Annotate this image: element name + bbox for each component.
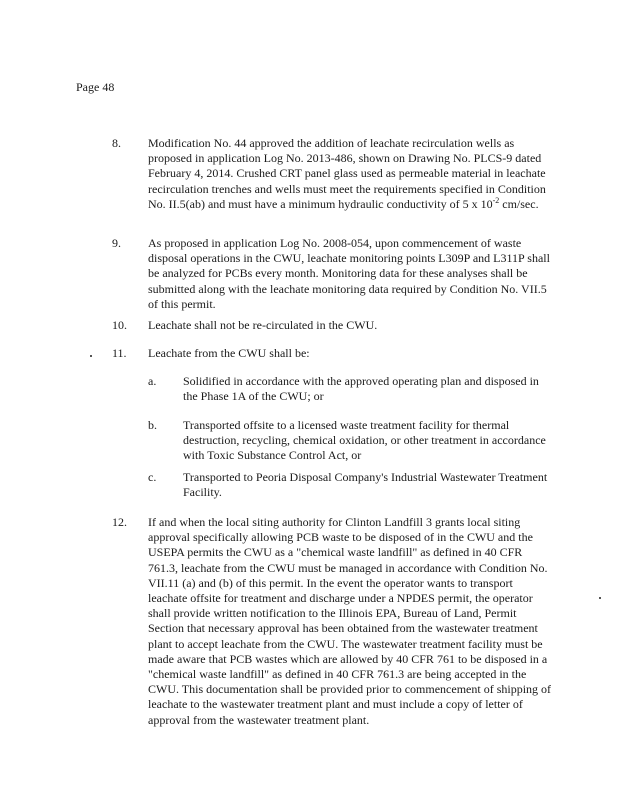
subitem-letter: c. [148,470,157,484]
subitem-c [148,470,548,500]
item-text: If and when the local siting authority for Clinton Landfill 3 grants local siting approval specifically allowing PCB waste to be disposed of in the CWU and the USEPA permits the CWU as a "chemical waste landfill" as defined in 40 CFR 761.3, leachate from the CWU must be managed in accordance with Condition No. VII.11 (a) and (b) of this permit. In the event the operator wants to transport leachate offsite for treatment and discharge under a NPDES permit, the operator shall provide written notification to the Illinois EPA, Bureau of Land, Permit Section that necessary approval has been obtained from the wastewater treatment plant to accept leachate from the CWU. The wastewater treatment facility must be made aware that PCB wastes which are allowed by 40 CFR 761 to be disposed in a "chemical waste landfill" as defined in 40 CFR 761.3 are being accepted in the CWU. This documentation shall be provided prior to commencement of shipping of leachate to the wastewater treatment plant and must include a copy of letter of approval from the wastewater treatment plant. [148,515,552,727]
item-number: 8. [112,136,121,150]
item-text: As proposed in application Log No. 2008-054, upon commencement of waste disposal operations in the CWU, leachate monitoring points L309P and L311P shall be analyzed for PCBs every month. Monitoring data for these analyses shall be submitted along with the leachate monitoring data required by Condition No. VII.5 of this permit. [148,236,550,311]
subitem-letter: b. [148,418,157,432]
condition-item-10 [112,318,552,333]
condition-item-9 [112,236,552,312]
subitem-text: Transported offsite to a licensed waste treatment facility for thermal destruction, recycling, chemical oxidation, or other treatment in accordance with Toxic Substance Control Act, or [183,418,546,463]
item-text: Leachate from the CWU shall be: [148,346,310,360]
condition-item-11 [112,346,552,361]
subitem-a [148,374,548,404]
item-number: 10. [112,318,127,332]
subitem-letter: a. [148,374,157,388]
condition-item-12 [112,515,552,728]
subitem-text: Transported to Peoria Disposal Company's Industrial Wastewater Treatment Facility. [183,470,548,500]
subitem-b [148,418,548,464]
page-number: Page 48 [76,80,115,94]
scan-speck [90,355,92,357]
item-text: Modification No. 44 approved the addition of leachate recirculation wells as proposed in application Log No. 2013-486, shown on Drawing No. PLCS-9 dated February 4, 2014. Crushed CRT panel glass used as permeable material in leachate recirculation trenches and wells must meet the requirements specified in Condition No. II.5(ab) and must have a minimum hydraulic conductivity of 5 x $10^{-2}$ cm/sec. [148,136,546,211]
item-number: 12. [112,515,127,529]
item-text: Leachate shall not be re-circulated in the CWU. [148,318,378,332]
condition-item-8 [112,136,552,212]
subitem-text: Solidified in accordance with the approved operating plan and disposed in the Phase 1A of the CWU; or [183,374,539,404]
item-number: 9. [112,236,121,250]
item-number: 11. [112,346,127,360]
scan-speck [599,597,601,599]
